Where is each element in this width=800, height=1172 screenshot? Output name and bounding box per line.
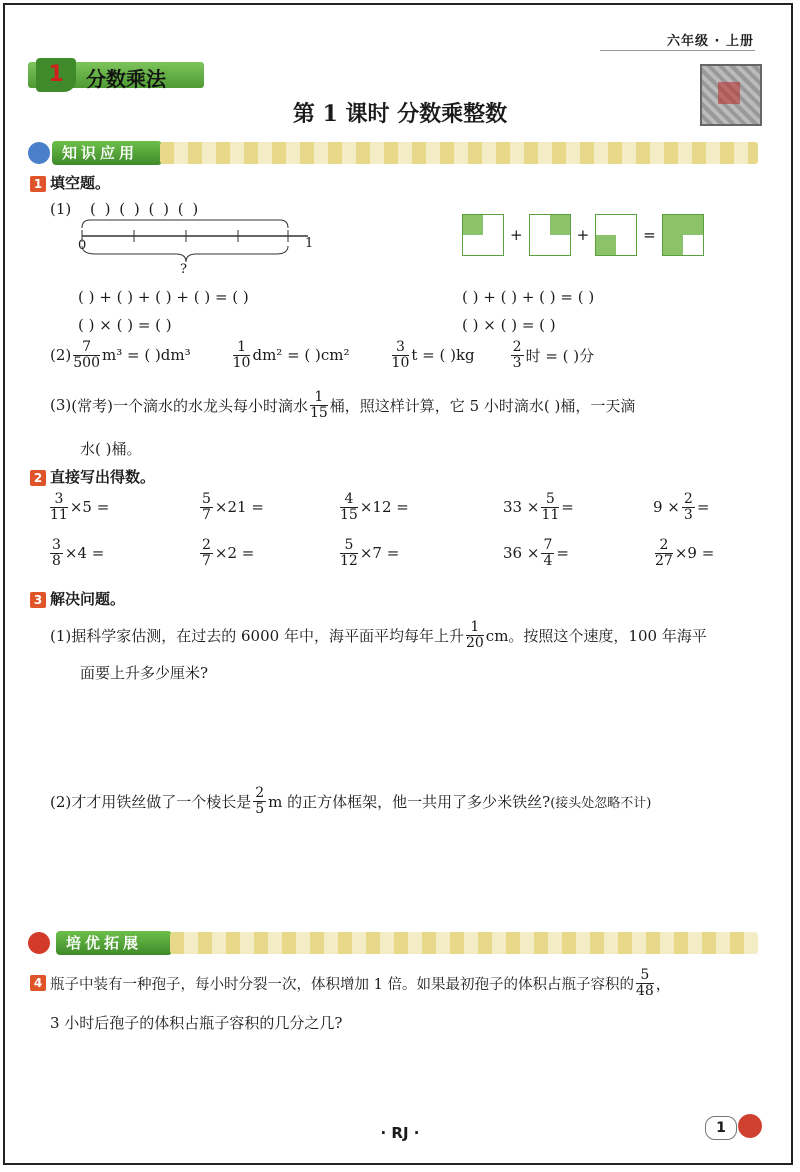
edition-label: · RJ ·: [380, 1124, 420, 1142]
square-3: [595, 214, 637, 256]
denominator: 10: [391, 354, 410, 371]
denominator: 3: [683, 506, 693, 523]
header-rule: [600, 50, 755, 51]
fraction: [655, 538, 673, 568]
q1-p2-part1: m³ = ( )dm³: [101, 346, 191, 365]
fraction: [466, 620, 484, 650]
fraction: [392, 340, 410, 370]
q1-p2-part2: dm² = ( )cm²: [252, 346, 350, 365]
square-4: [662, 214, 704, 256]
q1-p2-part4: 时 = ( )分: [525, 346, 595, 365]
q1-p3-text-a: (常考)一个滴水的水龙头每小时滴水: [71, 396, 308, 415]
q3-p2-note: (接头处忽略不计): [550, 795, 652, 811]
mascot-icon: [738, 1114, 762, 1138]
q2-item-suffix: ×12 =: [359, 498, 409, 517]
denominator: 15: [309, 404, 328, 421]
numerator: 3: [392, 340, 410, 356]
numerator: 1: [233, 340, 251, 356]
fraction: [310, 390, 328, 420]
numerator: 5: [340, 538, 358, 554]
q1-p3: [50, 390, 635, 420]
numerator: 2: [202, 537, 211, 553]
numerator: 1: [310, 390, 328, 406]
lesson-title: 第 1 课时 分数乘整数: [292, 101, 508, 127]
numerator: 3: [52, 537, 61, 553]
denominator: 27: [655, 552, 673, 569]
section-label-advanced: 培优拓展: [56, 931, 172, 955]
fraction: [541, 492, 559, 522]
q1-header: [30, 172, 110, 193]
q2-header: [30, 466, 155, 487]
mascot-icon: [28, 932, 50, 954]
q2-item-suffix: ×4 =: [64, 544, 105, 563]
page-number: 1: [705, 1116, 737, 1140]
q4-number: 4: [30, 975, 46, 991]
numerator: 2: [512, 339, 522, 355]
fraction: [541, 538, 554, 568]
fraction: [50, 492, 68, 522]
label-one: 1: [305, 236, 314, 251]
denominator: 11: [541, 506, 560, 523]
fraction: [636, 968, 654, 998]
q1-p3-text-c: 水( )桶。: [80, 440, 142, 458]
q3-p1-text-c: 面要上升多少厘米?: [80, 664, 209, 682]
q1-title: 填空题。: [50, 174, 111, 192]
fraction: [73, 340, 100, 370]
q1-p2-part3: t = ( )kg: [411, 346, 475, 365]
fraction: [253, 786, 266, 816]
q3-p2-text-b: m 的正方体框架，他一共用了多少米铁丝?: [268, 792, 551, 811]
q2-item: [198, 538, 254, 568]
fraction: [200, 492, 213, 522]
q2-item-suffix: ×9 =: [674, 544, 715, 563]
q1-p1-row2-right: ( ) × ( ) = ( ): [462, 316, 556, 334]
q3-title: 解决问题。: [50, 590, 126, 608]
q2-item: [653, 492, 709, 522]
q2-item: [503, 538, 569, 568]
unit-number: 1: [36, 58, 76, 92]
fraction: [340, 492, 358, 522]
denominator: 4: [543, 552, 553, 569]
numerator: 5: [636, 968, 654, 984]
unit-title: 分数乘法: [86, 67, 166, 91]
q3-number: 3: [30, 592, 46, 608]
q1-p3-label: (3): [50, 396, 72, 415]
q1-p1-row2-left: ( ) × ( ) = ( ): [78, 316, 172, 334]
square-2: [529, 214, 571, 256]
numerator: 5: [541, 492, 559, 508]
q1-p1-brackets: ( ) ( ) ( ) ( ): [90, 200, 201, 218]
q2-item: [338, 538, 399, 568]
equals: =: [643, 226, 656, 244]
q1-p3-text-b: 桶，照这样计算，它 5 小时滴水( )桶，一天滴: [329, 396, 636, 415]
fraction: [340, 538, 358, 568]
numerator: 2: [655, 538, 673, 554]
q4-text-c: 3 小时后孢子的体积占瓶子容积的几分之几?: [50, 1014, 343, 1032]
numerator: 7: [543, 537, 553, 553]
denominator: 500: [73, 354, 100, 371]
q1-p1-label: (1): [50, 200, 72, 218]
q2-item-suffix: =: [696, 498, 710, 517]
denominator: 12: [340, 552, 358, 569]
denominator: 7: [202, 552, 211, 569]
q4-text-a: 瓶子中装有一种孢子，每小时分裂一次，体积增加 1 倍。如果最初孢子的体积占瓶子容积的: [50, 976, 634, 993]
square-1: [462, 214, 504, 256]
fraction: [233, 340, 251, 370]
q3-p2: [50, 786, 651, 816]
grade-label: 六年级 · 上册: [667, 34, 754, 49]
q1-p2: [50, 340, 594, 370]
square-diagram: [462, 214, 704, 256]
numerator: 4: [340, 492, 358, 508]
q3-p1-text-a: (1)据科学家估测，在过去的 6000 年中，海平面平均每年上升: [50, 626, 464, 645]
q2-item-prefix: 9 ×: [653, 498, 680, 517]
numerator: 7: [73, 340, 100, 356]
numerator: 5: [202, 491, 211, 507]
q3-p2-text-a: (2)才才用铁丝做了一个棱长是: [50, 792, 252, 811]
label-question: ?: [180, 262, 187, 277]
q3-p1-text-b: cm。按照这个速度，100 年海平: [485, 626, 707, 645]
decorative-band: [160, 142, 758, 164]
q3-header: [30, 588, 125, 609]
fraction: [511, 340, 524, 370]
q2-item: [503, 492, 574, 522]
denominator: 5: [255, 800, 265, 817]
denominator: 7: [202, 506, 211, 523]
q2-item: [338, 492, 409, 522]
numerator: 2: [683, 491, 693, 507]
q2-number: 2: [30, 470, 46, 486]
qr-center: [718, 82, 740, 104]
q2-item-suffix: =: [561, 498, 574, 517]
q2-item-prefix: 33 ×: [503, 498, 540, 517]
book-icon: [28, 142, 50, 164]
q2-item: [48, 492, 109, 522]
bottom-brace: [82, 246, 288, 262]
fraction: [682, 492, 695, 522]
q2-item-prefix: 36 ×: [503, 544, 540, 563]
q1-number: 1: [30, 176, 46, 192]
denominator: 8: [52, 552, 61, 569]
q1-p2-label: (2): [50, 346, 72, 365]
numerator: 3: [50, 492, 68, 508]
q2-item: [198, 492, 264, 522]
denominator: 11: [50, 506, 68, 523]
label-zero: 0: [78, 238, 87, 253]
q2-item: [48, 538, 104, 568]
denominator: 3: [512, 354, 522, 371]
top-brace: [82, 220, 288, 228]
q3-p1: [50, 620, 707, 650]
fraction: [50, 538, 63, 568]
denominator: 48: [635, 982, 654, 999]
q2-item: [653, 538, 714, 568]
numerator: 2: [255, 785, 265, 801]
q1-p1-row1-right: ( ) + ( ) + ( ) = ( ): [462, 288, 595, 306]
q1-p1-row1-left: ( ) + ( ) + ( ) + ( ) = ( ): [78, 288, 249, 306]
q4-text-b: ，: [655, 974, 671, 993]
q2-item-suffix: ×5 =: [69, 498, 110, 517]
decorative-band: [170, 932, 758, 954]
plus-1: +: [510, 226, 523, 244]
q4: [30, 968, 671, 998]
q2-item-suffix: ×21 =: [214, 498, 264, 517]
q2-title: 直接写出得数。: [50, 468, 156, 486]
numerator: 1: [466, 620, 484, 636]
denominator: 20: [465, 634, 484, 651]
number-line: [76, 216, 316, 266]
denominator: 15: [340, 506, 358, 523]
denominator: 10: [232, 354, 251, 371]
plus-2: +: [576, 226, 590, 244]
q2-item-suffix: ×2 =: [214, 544, 255, 563]
fraction: [200, 538, 213, 568]
q2-item-suffix: ×7 =: [359, 544, 400, 563]
q2-item-suffix: =: [556, 544, 569, 563]
section-label-knowledge: 知识应用: [52, 141, 162, 165]
